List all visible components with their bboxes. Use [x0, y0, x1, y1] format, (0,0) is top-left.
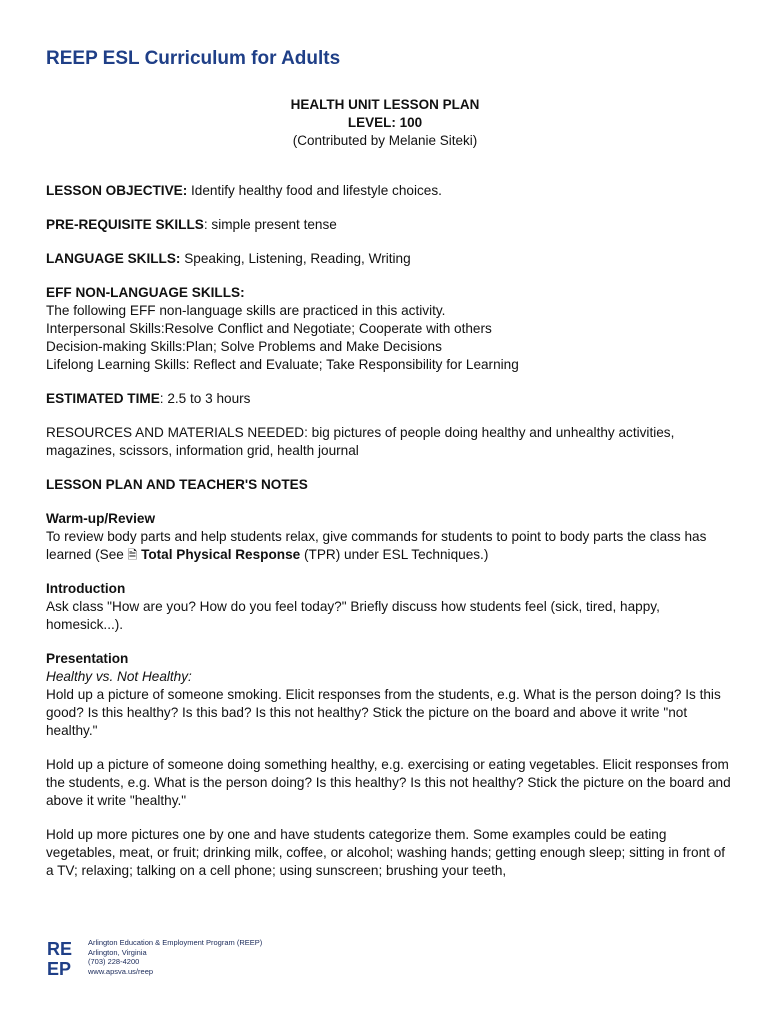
- warmup-text: To review body parts and help students relax, give commands for students to point to body parts the class has learned (See: [46, 529, 707, 562]
- footer-url[interactable]: www.apsva.us/reep: [88, 966, 154, 976]
- warmup-text-after: (TPR) under ESL Techniques.): [300, 547, 489, 562]
- language-skills-label: LANGUAGE SKILLS:: [46, 251, 181, 266]
- introduction-heading: Introduction: [46, 581, 126, 596]
- presentation-section: [46, 650, 736, 740]
- footer-contact: [88, 938, 262, 976]
- tpr-link[interactable]: Total Physical Response: [141, 547, 301, 562]
- eff-line: Decision-making Skills:Plan; Solve Problems and Make Decisions: [46, 339, 442, 354]
- presentation-paragraph: Hold up a picture of someone smoking. Elicit responses from the students, e.g. What is the person doing? Is this good? Is this healthy? Is this bad? Is this not healthy? Stick the picture on the board and above it write "not healthy.": [46, 687, 721, 738]
- svg-text:RE: RE: [47, 939, 73, 959]
- lesson-header: [0, 96, 770, 150]
- introduction-text: Ask class "How are you? How do you feel today?" Briefly discuss how students feel (sick, tired, happy, homesick...).: [46, 599, 660, 632]
- objective-text: Identify healthy food and lifestyle choices.: [187, 183, 442, 198]
- warmup-section: [46, 510, 736, 564]
- eff-section: [46, 284, 736, 374]
- level-label: LEVEL: 100: [347, 115, 423, 130]
- footer: [46, 934, 262, 980]
- objective-label: LESSON OBJECTIVE:: [46, 183, 188, 198]
- svg-text:EP: EP: [47, 959, 72, 978]
- presentation-subheading: Healthy vs. Not Healthy:: [46, 669, 192, 684]
- presentation-paragraph: Hold up a picture of someone doing something healthy, e.g. exercising or eating vegetables. Elicit responses from the students, e.g. What is the person doing? Is this healthy? Is this not healthy? Stick the picture on the board and above it write "healthy.": [46, 757, 731, 808]
- warmup-heading: Warm-up/Review: [46, 511, 156, 526]
- time-label: ESTIMATED TIME: [46, 391, 160, 406]
- eff-label: EFF NON-LANGUAGE SKILLS:: [46, 285, 245, 300]
- time-text: : 2.5 to 3 hours: [159, 391, 251, 406]
- lesson-plan-heading: LESSON PLAN AND TEACHER'S NOTES: [46, 477, 308, 492]
- document-title: REEP ESL Curriculum for Adults: [46, 48, 341, 69]
- presentation-paragraph: Hold up more pictures one by one and have students categorize them. Some examples could be eating vegetables, meat, or fruit; drinking milk, coffee, or alcohol; washing hands; getting enough sleep; sitting in front of a TV; relaxing; talking on a cell phone; using sunscreen; brushing your teeth,: [46, 827, 726, 878]
- eff-line: The following EFF non-language skills are practiced in this activity.: [46, 303, 446, 318]
- footer-location: Arlington, Virginia: [88, 947, 147, 957]
- resources-section: RESOURCES AND MATERIALS NEEDED: big pictures of people doing healthy and unhealthy activities, magazines, scissors, information grid, health journal: [46, 425, 675, 458]
- prereq-label: PRE-REQUISITE SKILLS: [46, 217, 204, 232]
- prereq-section: [46, 216, 736, 234]
- language-skills-section: [46, 250, 736, 268]
- reep-logo: [46, 936, 84, 978]
- unit-title: HEALTH UNIT LESSON PLAN: [290, 97, 480, 112]
- presentation-heading: Presentation: [46, 651, 129, 666]
- objective-section: [46, 182, 736, 200]
- introduction-section: [46, 580, 736, 634]
- footer-org: Arlington Education & Employment Program (REEP): [88, 938, 263, 947]
- eff-line: Interpersonal Skills:Resolve Conflict and Negotiate; Cooperate with others: [46, 321, 492, 336]
- contributor: (Contributed by Melanie Siteki): [292, 133, 478, 148]
- prereq-text: : simple present tense: [203, 217, 337, 232]
- footer-phone: (703) 228-4200: [88, 957, 140, 966]
- time-section: [46, 390, 736, 408]
- language-skills-text: Speaking, Listening, Reading, Writing: [180, 251, 411, 266]
- document-body: [46, 182, 736, 896]
- eff-line: Lifelong Learning Skills: Reflect and Evaluate; Take Responsibility for Learning: [46, 357, 519, 372]
- document-icon: 🗎: [127, 548, 138, 562]
